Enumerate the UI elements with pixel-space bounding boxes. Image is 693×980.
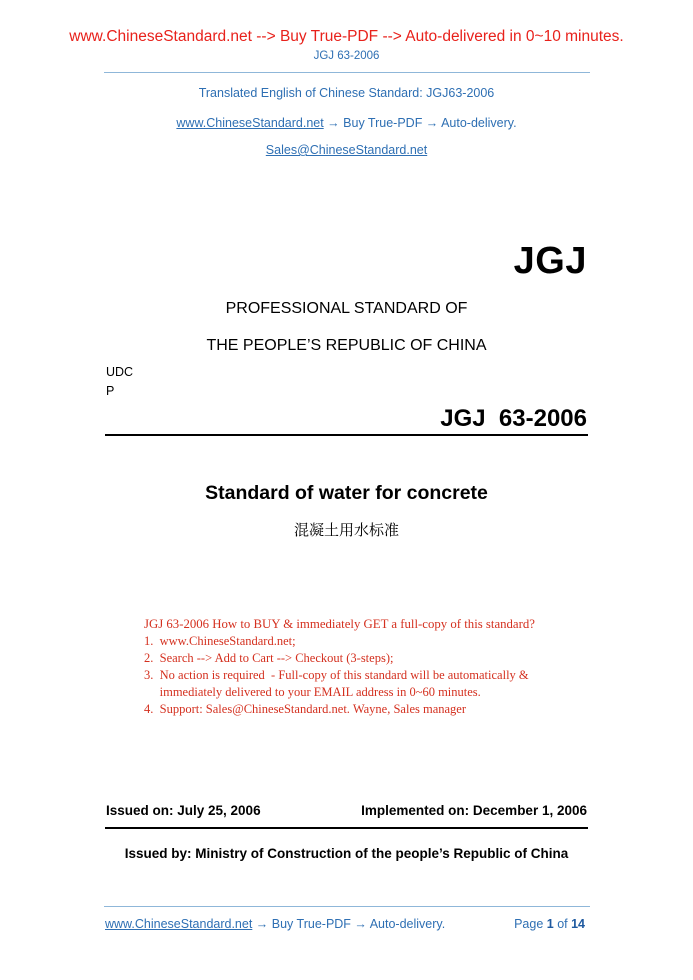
title-divider [105,434,588,436]
promo-heading: JGJ 63-2006 How to BUY & immediately GET a full-copy of this standard? [144,617,535,631]
site-link[interactable]: www.ChineseStandard.net [176,116,324,130]
sales-email-link[interactable]: Sales@ChineseStandard.net [265,143,428,157]
footer-buy-line [105,917,445,931]
page-indicator [514,917,585,931]
p-label: P [106,384,115,398]
translated-line: Translated English of Chinese Standard: JGJ63-2006 [198,86,495,100]
purchase-instructions [144,616,535,718]
header-standard-code: JGJ 63-2006 [313,50,380,62]
promo-step: 2. Search --> Add to Cart --> Checkout (3-steps); [144,651,394,665]
udc-label: UDC [106,365,134,379]
sales-line [0,143,693,157]
promo-step: 4. Support: Sales@ChineseStandard.net. Wayne, Sales manager [144,702,467,716]
issued-date: Issued on: July 25, 2006 [106,803,261,818]
republic-label: THE PEOPLE’S REPUBLIC OF CHINA [206,337,487,354]
promo-step: immediately delivered to your EMAIL address in 0~60 minutes. [144,685,481,699]
buy-text: → Buy True-PDF → Auto-delivery. [323,116,517,130]
footer-buy-text: → Buy True-PDF → Auto-delivery. [252,917,446,931]
header-divider [104,72,590,73]
standard-number: JGJ 63-2006 [440,405,587,432]
professional-standard-label: PROFESSIONAL STANDARD OF [225,300,468,317]
chinese-title: 混凝土用水标准 [293,521,399,539]
page-number: 1 [546,917,554,931]
of-label: of [553,917,572,931]
jgj-mark: JGJ [513,240,587,282]
footer-divider [104,906,590,907]
top-banner[interactable]: www.ChineseStandard.net --> Buy True-PDF --> Auto-delivered in 0~10 minutes. [69,28,624,45]
promo-step: 1. www.ChineseStandard.net; [144,634,296,648]
document-title: Standard of water for concrete [205,482,488,504]
issuing-authority: Issued by: Ministry of Construction of the people’s Republic of China [124,846,569,861]
footer-site-link[interactable]: www.ChineseStandard.net [105,917,253,931]
buy-line [0,116,693,130]
dates-divider [105,827,588,829]
promo-step: 3. No action is required - Full-copy of this standard will be automatically & [144,668,529,682]
implemented-date: Implemented on: December 1, 2006 [361,803,587,818]
page-label: Page [514,917,547,931]
page-total: 14 [571,917,585,931]
